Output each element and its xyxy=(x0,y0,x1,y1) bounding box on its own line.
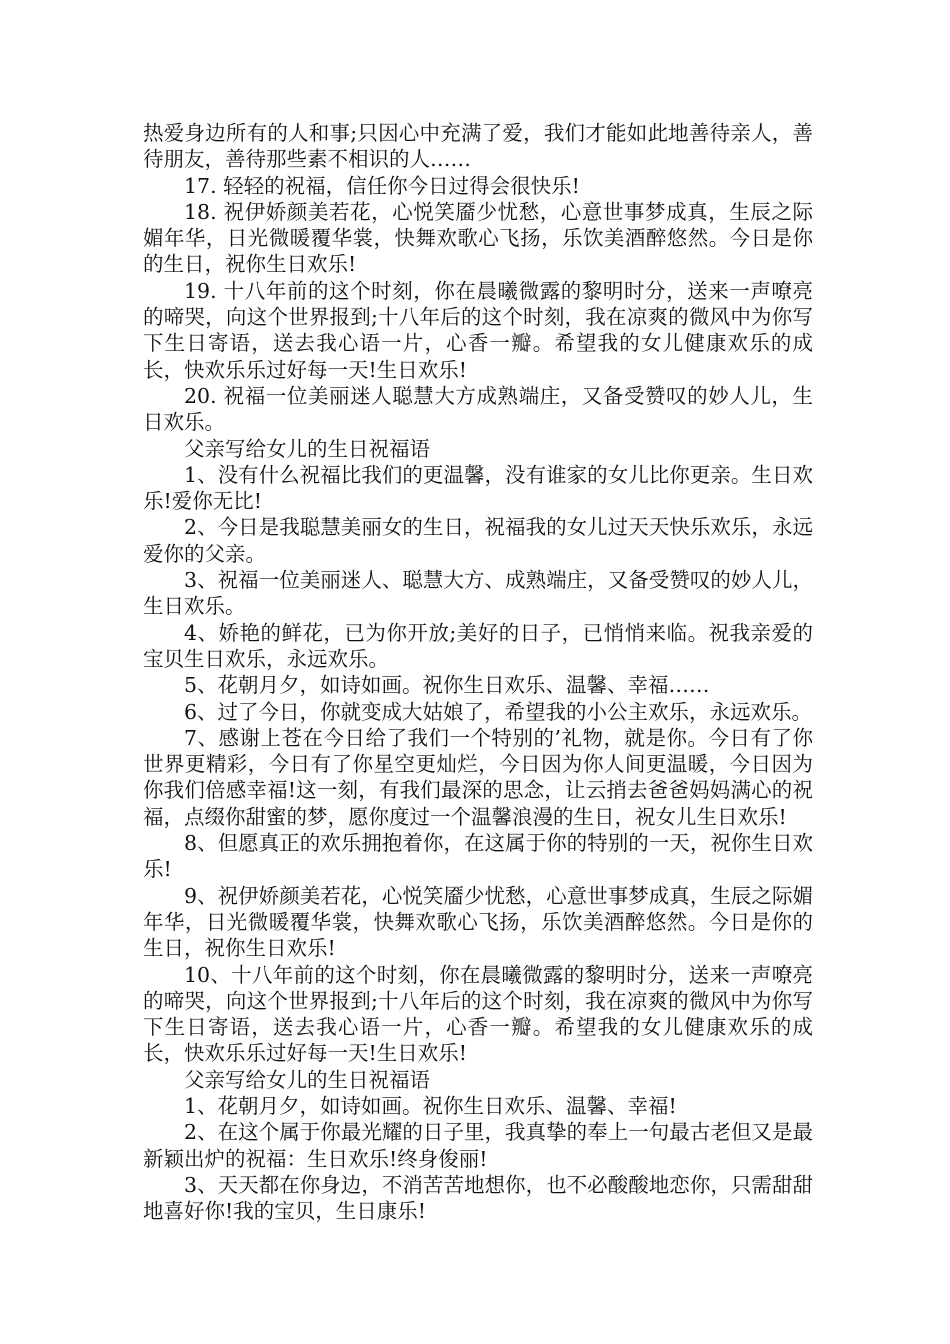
paragraph: 8、但愿真正的欢乐拥抱着你，在这属于你的特别的一天，祝你生日欢乐! xyxy=(143,831,813,882)
paragraph: 5、花朝月夕，如诗如画。祝你生日欢乐、温馨、幸福…… xyxy=(184,673,710,698)
paragraph: 4、娇艳的鲜花，已为你开放;美好的日子，已悄悄来临。祝我亲爱的宝贝生日欢乐，永远欢乐。 xyxy=(143,620,813,671)
paragraph: 3、天天都在你身边，不消苦苦地想你，也不必酸酸地恋你，只需甜甜地喜好你!我的宝贝，生日康乐! xyxy=(143,1172,813,1224)
paragraph: 9、祝伊娇颜美若花，心悦笑靥少忧愁，心意世事梦成真，生辰之际媚年华，日光微暖覆华裳，快舞欢歌心飞扬，乐饮美酒醉悠然。今日是你的生日，祝你生日欢乐! xyxy=(143,883,813,961)
paragraph: 20. 祝福一位美丽迷人聪慧大方成熟端庄，又备受赞叹的妙人儿，生日欢乐。 xyxy=(143,383,813,435)
paragraph: 18. 祝伊娇颜美若花，心悦笑靥少忧愁，心意世事梦成真，生辰之际媚年华，日光微暖覆华裳，快舞欢歌心飞扬，乐饮美酒醉悠然。今日是你的生日，祝你生日欢乐! xyxy=(143,199,813,277)
paragraph: 1、花朝月夕，如诗如画。祝你生日欢乐、温馨、幸福! xyxy=(184,1093,677,1118)
paragraph: 10、十八年前的这个时刻，你在晨曦微露的黎明时分，送来一声嘹亮的啼哭，向这个世界报到;十八年后的这个时刻，我在凉爽的微风中为你写下生日寄语，送去我心语一片，心香一瓣。希望我的女儿健康欢乐的成长，快欢乐乐过好每一天!生日欢乐! xyxy=(143,962,813,1066)
paragraph: 19. 十八年前的这个时刻，你在晨曦微露的黎明时分，送来一声嘹亮的啼哭，向这个世界报到;十八年后的这个时刻，我在凉爽的微风中为你写下生日寄语，送去我心语一片，心香一瓣。希望我的女儿健康欢乐的成长，快欢乐乐过好每一天!生日欢乐! xyxy=(143,278,813,382)
paragraph: 7、感谢上苍在今日给了我们一个特别的’礼物，就是你。今日有了你世界更精彩，今日有了你星空更灿烂，今日因为你人间更温暖，今日因为你我们倍感幸福!这一刻，有我们最深的思念，让云捎去爸爸妈妈满心的祝福，点缀你甜蜜的梦，愿你度过一个温馨浪漫的生日，祝女儿生日欢乐! xyxy=(143,725,813,829)
paragraph: 2、在这个属于你最光耀的日子里，我真挚的奉上一句最古老但又是最新颖出炉的祝福：生日欢乐!终身俊丽! xyxy=(143,1120,813,1171)
paragraph: 6、过了今日，你就变成大姑娘了，希望我的小公主欢乐，永远欢乐。 xyxy=(184,699,813,724)
paragraph: 2、今日是我聪慧美丽女的生日，祝福我的女儿过天天快乐欢乐，永远爱你的父亲。 xyxy=(143,515,813,566)
document-body xyxy=(143,120,813,1224)
section-heading: 父亲写给女儿的生日祝福语 xyxy=(184,436,430,461)
paragraph: 17. 轻轻的祝福，信任你今日过得会很快乐! xyxy=(184,173,580,198)
paragraph: 热爱身边所有的人和事;只因心中充满了爱，我们才能如此地善待亲人，善待朋友，善待那些素不相识的人…… xyxy=(143,121,813,172)
paragraph: 1、没有什么祝福比我们的更温馨，没有谁家的女儿比你更亲。生日欢乐!爱你无比! xyxy=(143,462,813,514)
paragraph: 3、祝福一位美丽迷人、聪慧大方、成熟端庄，又备受赞叹的妙人儿，生日欢乐。 xyxy=(143,568,813,619)
section-heading: 父亲写给女儿的生日祝福语 xyxy=(184,1067,430,1092)
